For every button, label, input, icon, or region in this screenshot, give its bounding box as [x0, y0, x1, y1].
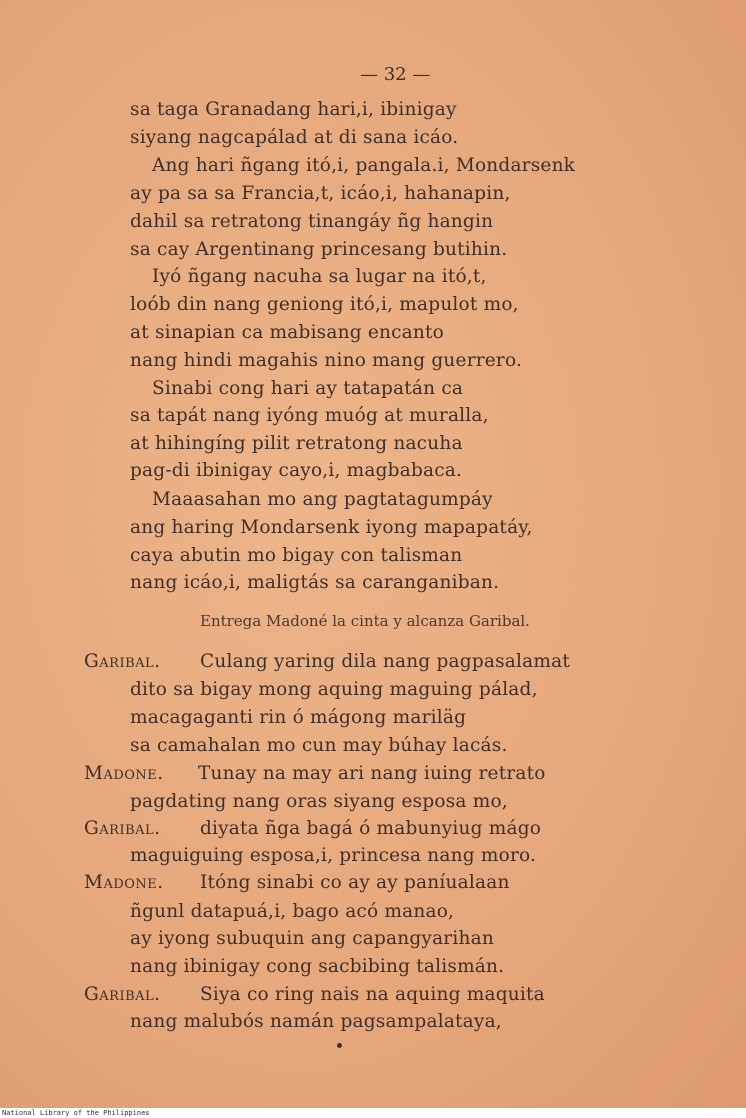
dialogue-line: Siya co ring nais na aquing maquita [200, 984, 545, 1005]
speaker-name: Garibal. [84, 818, 161, 839]
dialogue-line: pagdating nang oras siyang esposa mo, [130, 791, 508, 812]
stanza-line: at hihingíng pilit retratong nacuha [130, 433, 463, 454]
speaker-name: Madone. [84, 872, 164, 893]
stanza-line: nang hindi magahis nino mang guerrero. [130, 350, 523, 371]
dialogue-line: Itóng sinabi co ay ay paníualaan [200, 872, 510, 893]
dialogue-line: nang ibinigay cong sacbibing talismán. [130, 956, 505, 977]
speaker-name: Madone. [84, 763, 164, 784]
dialogue-line: dito sa bigay mong aquing maguing pálad, [130, 679, 538, 700]
speaker-name: Garibal. [84, 984, 161, 1005]
stanza-line: pag-di ibinigay cayo,i, magbabaca. [130, 460, 463, 481]
footer-credit: National Library of the Philippines [0, 1108, 746, 1118]
stage-direction: Entrega Madoné la cinta y alcanza Garibal. [200, 612, 530, 630]
dialogue-line: macagaganti rin ó mágong mariläg [130, 707, 467, 728]
stanza-line: nang icáo,i, maligtás sa caranganiban. [130, 572, 500, 593]
dialogue-line: ay iyong subuquin ang capangyarihan [130, 928, 494, 949]
stanza-line: siyang nagcapálad at di sana icáo. [130, 127, 459, 148]
stanza-line: Maaasahan mo ang pagtatagumpáy [152, 489, 493, 510]
page-number: — 32 — [360, 64, 431, 85]
stanza-line: loób din nang geniong itó,i, mapulot mo, [130, 294, 519, 315]
stanza-line: sa tapát nang iyóng muóg at muralla, [130, 405, 489, 426]
dialogue-line: Culang yaring dila nang pagpasalamat [200, 651, 570, 672]
stanza-line: ang haring Mondarsenk iyong mapapatáy, [130, 517, 533, 538]
stanza-line: dahil sa retratong tinangáy ñg hangin [130, 211, 494, 232]
stanza-line: sa cay Argentinang princesang butihin. [130, 239, 508, 260]
stanza-line: Ang hari ñgang itó,i, pangala.i, Mondarsenk [152, 155, 576, 176]
stanza-line: Sinabi cong hari ay tatapatán ca [152, 378, 464, 399]
stanza-line: sa taga Granadang hari,i, ibinigay [130, 99, 457, 120]
stanza-line: ay pa sa sa Francia,t, icáo,i, hahanapin, [130, 183, 511, 204]
dialogue-line: Tunay na may ari nang iuing retrato [198, 763, 546, 784]
stanza-line: at sinapian ca mabisang encanto [130, 322, 444, 343]
stanza-line: caya abutin mo bigay con talisman [130, 545, 463, 566]
stanza-line: Iyó ñgang nacuha sa lugar na itó,t, [152, 266, 487, 287]
dialogue-line: diyata ñga bagá ó mabunyiug mágo [200, 818, 542, 839]
speaker-name: Garibal. [84, 651, 161, 672]
printer-mark-dot [337, 1043, 342, 1048]
dialogue-line: ñgunl datapuá,i, bago acó manao, [130, 901, 455, 922]
dialogue-line: nang malubós namán pagsampalataya, [130, 1011, 502, 1032]
dialogue-line: maguiguing esposa,i, princesa nang moro. [130, 845, 537, 866]
dialogue-line: sa camahalan mo cun may búhay lacás. [130, 735, 508, 756]
